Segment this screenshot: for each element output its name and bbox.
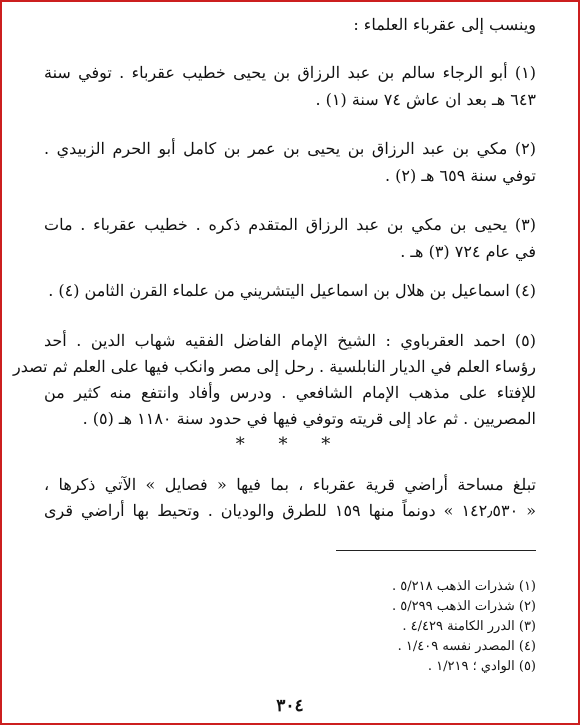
entry-2-line-1: (٢) مكي بن عبد الرزاق بن يحيى بن عمر بن كامل أبو الحرم الزبيدي . xyxy=(44,139,536,158)
entry-5-line-1: (٥) احمد العقرباوي : الشيخ الإمام الفاضل الفقيه شهاب الدين . أحد xyxy=(44,331,536,350)
footnote-4: (٤) المصدر نفسه ١/٤٠٩ . xyxy=(397,639,536,654)
entry-3-line-1: (٣) يحيى بن مكي بن عبد الرزاق المتقدم ذكره . خطيب عقرباء . مات xyxy=(44,215,536,234)
entry-5-line-4: المصريين . ثم عاد إلى قريته وتوفي فيها في حدود سنة ١١٨٠ هـ (٥) . xyxy=(82,409,536,428)
document-page xyxy=(12,12,537,717)
footnote-5: (٥) الوادي ؛ ١/٢١٩ . xyxy=(427,659,536,674)
entry-3-line-2: في عام ٧٢٤ (٣) هـ . xyxy=(400,242,536,261)
page-number: ٣٠٤ xyxy=(276,696,304,716)
footnote-divider xyxy=(336,550,536,551)
entry-1-line-1: (١) أبو الرجاء سالم بن عبد الرزاق بن يحيى خطيب عقرباء . توفي سنة xyxy=(44,63,536,82)
entry-4-line-1: (٤) اسماعيل بن هلال بن اسماعيل اليتشريني من علماء القرن الثامن (٤) . xyxy=(48,281,536,300)
footnote-1: (١) شذرات الذهب ٥/٢١٨ . xyxy=(392,579,536,594)
footnote-3: (٣) الدرر الكامنة ٤/٤٢٩ . xyxy=(402,619,536,634)
entry-1-line-2: ٦٤٣ هـ بعد ان عاش ٧٤ سنة (١) . xyxy=(315,90,536,109)
entry-2-line-2: توفي سنة ٦٥٩ هـ (٢) . xyxy=(384,166,536,185)
section-separator: * * * xyxy=(235,434,345,455)
closing-line-2: « ١٤٢٫٥٣٠ » دونماً منها ١٥٩ للطرق والوديان . وتحيط بها أراضي قرى xyxy=(44,501,536,520)
closing-line-1: تبلغ مساحة أراضي قرية عقرباء ، بما فيها « فصايل » الآتي ذكرها ، xyxy=(44,475,537,494)
entry-5-line-2: رؤساء العلم في الديار النابلسية . رحل إلى مصر وانكب فيها على العلم ثم تصدر xyxy=(12,357,536,376)
footnote-2: (٢) شذرات الذهب ٥/٢٩٩ . xyxy=(392,599,536,614)
intro-line: وينسب إلى عقرباء العلماء : xyxy=(353,15,536,34)
entry-5-line-3: للإفتاء على مذهب الإمام الشافعي . ودرس وأفاد وانتفع منه كثير من xyxy=(44,383,536,402)
